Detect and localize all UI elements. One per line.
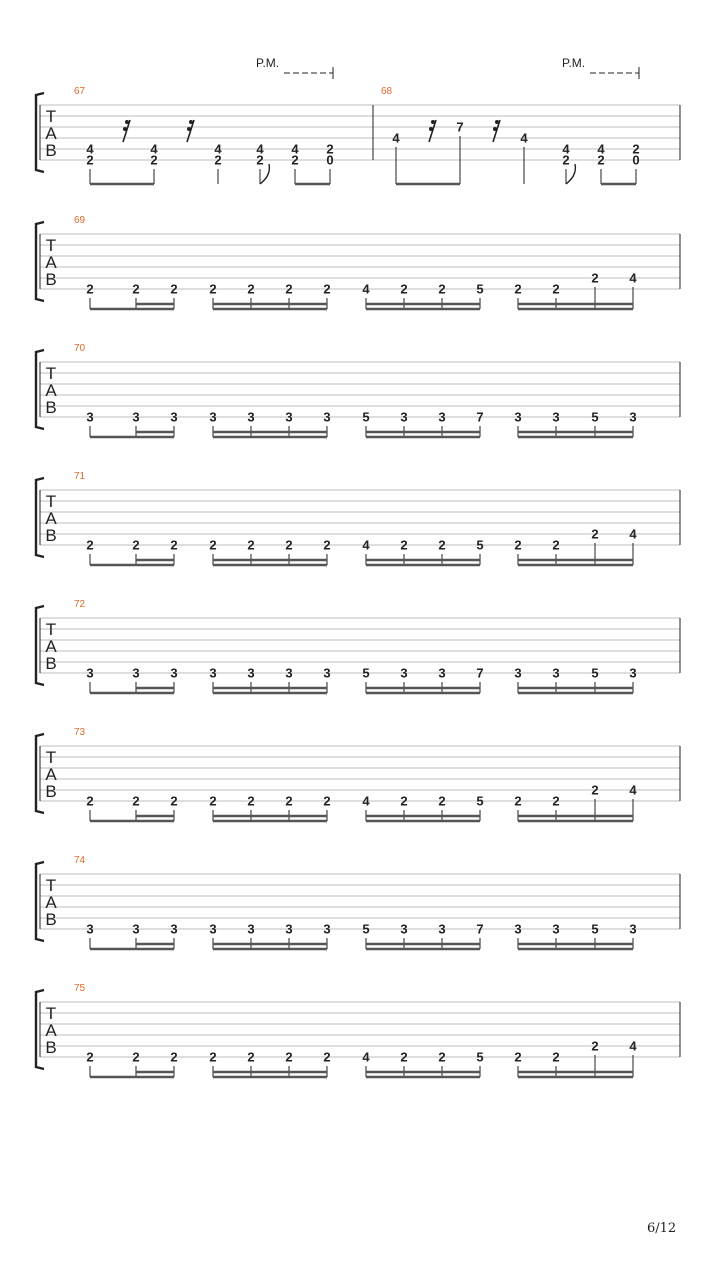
fret-number: 2 [209,1049,217,1065]
fret-number: 3 [209,665,217,681]
fret-number: 5 [362,409,370,425]
fret-number: 2 [256,152,264,168]
palm-mute-label: P.M. [256,56,280,70]
fret-number: 7 [476,409,484,425]
fret-number: 4 [362,281,370,297]
fret-number: 5 [362,665,370,681]
rest-dot [495,120,499,124]
tab-clef-letter: A [45,253,57,272]
fret-number: 4 [597,141,605,157]
fret-number: 2 [86,281,94,297]
measure-number: 68 [381,86,393,97]
fret-number: 5 [591,409,599,425]
fret-number: 5 [591,665,599,681]
fret-number: 2 [247,793,255,809]
rest-dot [125,120,129,124]
tab-clef-letter: A [45,893,57,912]
fret-number: 2 [597,152,605,168]
fret-number: 2 [591,526,599,542]
fret-number: 3 [629,921,637,937]
tab-clef-letter: A [45,1021,57,1040]
fret-number: 4 [562,141,570,157]
fret-number: 2 [291,152,299,168]
tab-clef-letter: T [45,364,57,383]
tab-clef-letter: T [45,620,57,639]
measure-number: 67 [74,86,86,97]
fret-number: 4 [86,141,94,157]
fret-number: 2 [552,1049,560,1065]
fret-number: 3 [400,665,408,681]
fret-number: 2 [86,793,94,809]
fret-number: 2 [326,141,334,157]
tab-clef-letter: B [45,141,57,160]
fret-number: 2 [132,793,140,809]
tab-clef-letter: B [45,398,57,417]
tab-clef-letter: A [45,765,57,784]
fret-number: 3 [132,665,140,681]
fret-number: 2 [438,793,446,809]
fret-number: 2 [170,793,178,809]
measure-number: 71 [74,471,86,482]
staff-system [36,727,680,821]
fret-number: 3 [438,665,446,681]
fret-number: 3 [132,921,140,937]
fret-number: 4 [362,793,370,809]
fret-number: 3 [86,409,94,425]
fret-number: 2 [132,1049,140,1065]
measure-number: 72 [74,599,86,610]
rest-dot [429,127,433,131]
fret-number: 3 [170,921,178,937]
fret-number: 2 [591,782,599,798]
fret-number: 3 [552,921,560,937]
tab-clef-letter: B [45,910,57,929]
fret-number: 3 [285,409,293,425]
fret-number: 4 [629,270,637,286]
fret-number: 2 [323,1049,331,1065]
fret-number: 2 [132,281,140,297]
fret-number: 3 [323,665,331,681]
staff-system [36,56,680,184]
fret-number: 4 [256,141,264,157]
fret-number: 3 [247,921,255,937]
fret-number: 3 [132,409,140,425]
measure-number: 70 [74,343,86,354]
tab-clef-letter: B [45,1038,57,1057]
fret-number: 0 [326,152,334,168]
fret-number: 3 [400,921,408,937]
fret-number: 4 [362,537,370,553]
fret-number: 3 [552,665,560,681]
fret-number: 3 [247,409,255,425]
fret-number: 3 [170,409,178,425]
fret-number: 2 [247,1049,255,1065]
fret-number: 3 [400,409,408,425]
fret-number: 3 [86,921,94,937]
fret-number: 7 [456,119,464,135]
fret-number: 5 [476,281,484,297]
fret-number: 3 [514,665,522,681]
fret-number: 4 [520,130,528,146]
tab-clef-letter: T [45,492,57,511]
fret-number: 2 [562,152,570,168]
fret-number: 2 [514,537,522,553]
staff-system [36,983,680,1077]
tab-clef-letter: A [45,381,57,400]
fret-number: 2 [438,281,446,297]
fret-number: 3 [514,409,522,425]
fret-number: 2 [400,537,408,553]
fret-number: 2 [170,1049,178,1065]
fret-number: 2 [552,793,560,809]
tab-clef-letter: B [45,526,57,545]
tab-clef-letter: B [45,782,57,801]
fret-number: 3 [170,665,178,681]
fret-number: 2 [285,1049,293,1065]
fret-number: 5 [476,537,484,553]
tab-clef-letter: A [45,124,57,143]
fret-number: 2 [209,537,217,553]
fret-number: 2 [632,141,640,157]
fret-number: 2 [285,793,293,809]
fret-number: 3 [285,921,293,937]
fret-number: 2 [323,281,331,297]
fret-number: 2 [132,537,140,553]
fret-number: 3 [438,921,446,937]
rest-dot [431,120,435,124]
fret-number: 3 [629,665,637,681]
fret-number: 2 [170,281,178,297]
fret-number: 4 [150,141,158,157]
measure-number: 73 [74,727,86,738]
fret-number: 3 [285,665,293,681]
staff-system [36,471,680,565]
fret-number: 3 [323,409,331,425]
fret-number: 2 [438,537,446,553]
fret-number: 2 [86,1049,94,1065]
fret-number: 5 [362,921,370,937]
fret-number: 5 [476,793,484,809]
fret-number: 2 [400,281,408,297]
tab-clef-letter: A [45,509,57,528]
tab-clef-letter: T [45,876,57,895]
fret-number: 7 [476,665,484,681]
fret-number: 5 [591,921,599,937]
fret-number: 2 [209,281,217,297]
fret-number: 2 [170,537,178,553]
fret-number: 3 [629,409,637,425]
fret-number: 2 [323,793,331,809]
fret-number: 2 [514,281,522,297]
fret-number: 3 [438,409,446,425]
staff-system [36,855,680,949]
fret-number: 3 [514,921,522,937]
tab-clef-letter: T [45,107,57,126]
fret-number: 4 [291,141,299,157]
fret-number: 7 [476,921,484,937]
fret-number: 3 [209,409,217,425]
rest-dot [493,127,497,131]
tab-clef-letter: T [45,236,57,255]
fret-number: 3 [86,665,94,681]
fret-number: 3 [552,409,560,425]
fret-number: 2 [323,537,331,553]
fret-number: 4 [214,141,222,157]
fret-number: 3 [247,665,255,681]
fret-number: 2 [285,537,293,553]
fret-number: 2 [400,793,408,809]
measure-number: 69 [74,215,86,226]
fret-number: 2 [591,270,599,286]
tab-clef-letter: T [45,748,57,767]
tab-clef-letter: A [45,637,57,656]
staff-system [36,599,680,693]
fret-number: 2 [438,1049,446,1065]
measure-number: 74 [74,855,86,866]
fret-number: 4 [392,130,400,146]
fret-number: 2 [247,281,255,297]
staff-system [36,343,680,437]
fret-number: 3 [209,921,217,937]
fret-number: 2 [591,1038,599,1054]
fret-number: 4 [629,526,637,542]
fret-number: 5 [476,1049,484,1065]
fret-number: 2 [552,537,560,553]
fret-number: 4 [629,1038,637,1054]
tab-clef-letter: B [45,270,57,289]
tab-clef-letter: T [45,1004,57,1023]
palm-mute-label: P.M. [562,56,586,70]
rest-dot [189,120,193,124]
measure-number: 75 [74,983,86,994]
fret-number: 4 [362,1049,370,1065]
tab-clef-letter: B [45,654,57,673]
fret-number: 3 [323,921,331,937]
staff-system [36,215,680,309]
rest-dot [187,127,191,131]
fret-number: 2 [86,537,94,553]
rest-dot [123,127,127,131]
fret-number: 2 [400,1049,408,1065]
fret-number: 0 [632,152,640,168]
fret-number: 2 [552,281,560,297]
fret-number: 2 [214,152,222,168]
fret-number: 2 [86,152,94,168]
fret-number: 2 [514,1049,522,1065]
fret-number: 2 [514,793,522,809]
page-number: 6/12 [647,1221,677,1236]
fret-number: 2 [247,537,255,553]
fret-number: 2 [209,793,217,809]
fret-number: 2 [150,152,158,168]
fret-number: 4 [629,782,637,798]
fret-number: 2 [285,281,293,297]
